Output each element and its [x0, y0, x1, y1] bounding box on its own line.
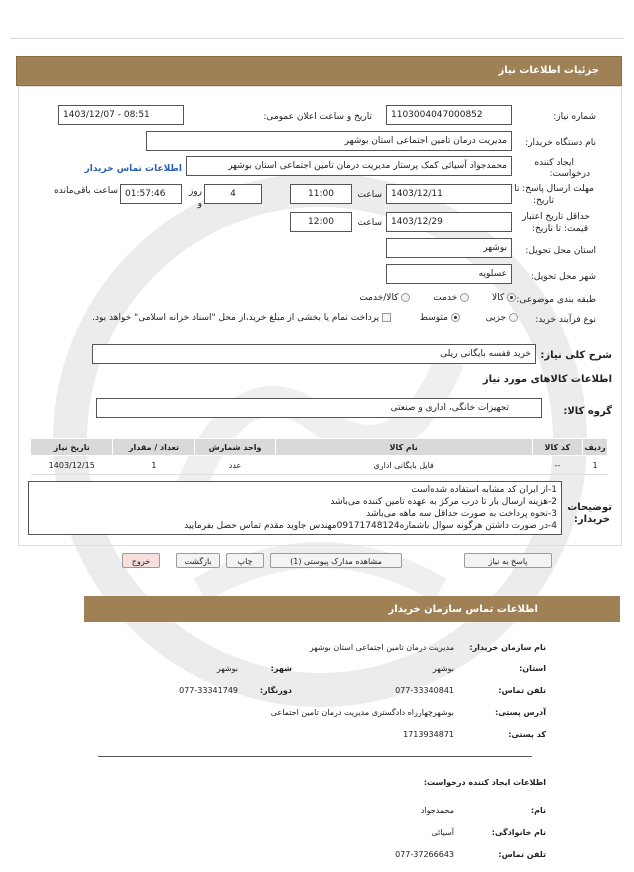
- buyer-org-label: نام دستگاه خریدار:: [525, 138, 596, 148]
- table-header: ردیف: [583, 439, 608, 456]
- creator-name-label: نام:: [530, 806, 546, 815]
- remaining-time-field: 01:57:46: [120, 184, 182, 204]
- details-title: جزئیات اطلاعات نیاز: [498, 65, 599, 76]
- purchase-type-label: نوع فرآیند خرید:: [535, 315, 596, 325]
- creator-label-1: ایجاد کننده: [534, 158, 574, 168]
- treasury-checkbox[interactable]: [382, 313, 391, 322]
- category-option-both: کالا/خدمت: [359, 293, 399, 303]
- goods-info-title: اطلاعات کالاهای مورد نیاز: [482, 374, 612, 385]
- city-field: عسلویه: [386, 264, 512, 284]
- contact-postal-label: کد پستی:: [508, 730, 546, 739]
- details-header: [16, 56, 622, 86]
- notes-label-1: توضیحات: [567, 502, 612, 513]
- price-time-field: 12:00: [290, 212, 352, 232]
- announce-label: تاریخ و ساعت اعلان عمومی:: [263, 112, 372, 122]
- creator-label-2: درخواست:: [549, 169, 590, 179]
- announce-field: 1403/12/07 - 08:51: [58, 105, 184, 125]
- category-option-service: خدمت: [433, 293, 458, 303]
- contact-city-value: بوشهر: [216, 664, 238, 673]
- creator-phone-value: 077-37266643: [395, 850, 454, 859]
- price-validity-label-1: حداقل تاریخ اعتبار: [522, 212, 590, 222]
- price-time-label: ساعت: [357, 218, 382, 228]
- notes-field: [28, 481, 562, 535]
- need-number-label: شماره نیاز:: [553, 112, 596, 122]
- summary-label: شرح کلی نیاز:: [540, 350, 612, 361]
- contact-address-value: بوشهرچهارراه دادگستری مدیریت درمان تامین اجتماعی: [270, 708, 454, 717]
- category-radio-goods[interactable]: [507, 293, 516, 302]
- contact-phone-label: تلفن تماس:: [498, 686, 546, 695]
- contact-fax-label: دورنگار:: [259, 686, 292, 695]
- province-field: بوشهر: [386, 238, 512, 258]
- days-label: روز و: [188, 187, 202, 209]
- contact-org-value: مدیریت درمان تامین اجتماعی استان بوشهر: [309, 643, 454, 652]
- category-radio-service[interactable]: [460, 293, 469, 302]
- note-line: 3-نحوه پرداخت به صورت حداقل سه ماهه می‌باشد: [366, 509, 557, 519]
- table-row[interactable]: [31, 456, 608, 475]
- contact-city-label: شهر:: [270, 664, 292, 673]
- category-radio-both[interactable]: [401, 293, 410, 302]
- note-line: 1-از ایران کد مشابه استفاده شده‌است: [411, 485, 557, 495]
- contact-title: اطلاعات تماس سازمان خریدار: [388, 604, 538, 615]
- reply-deadline-label-2: تاریخ:: [533, 196, 554, 206]
- contact-fax-value: 077-33341749: [179, 686, 238, 695]
- contact-divider: [98, 756, 532, 757]
- purchase-options: [92, 313, 518, 323]
- table-header: تاریخ نیاز: [31, 439, 113, 456]
- creator-family-value: آسیائی: [431, 828, 454, 837]
- items-table: [30, 438, 608, 475]
- city-label: شهر محل تحویل:: [530, 272, 596, 282]
- print-button[interactable]: چاپ: [226, 553, 264, 568]
- table-header: کد کالا: [532, 439, 582, 456]
- reply-time-field: 11:00: [290, 184, 352, 204]
- group-field: تجهیزات خانگی، اداری و صنعتی: [96, 398, 542, 418]
- creator-field: محمدجواد آسیائی کمک پرستار مدیریت درمان تامین اجتماعی استان بوشهر: [186, 156, 512, 176]
- back-button[interactable]: بازگشت: [176, 553, 220, 568]
- reply-date-field: 1403/12/11: [386, 184, 512, 204]
- category-options: [359, 293, 516, 303]
- contact-postal-value: 1713934871: [403, 730, 454, 739]
- table-cell: 1: [583, 456, 608, 475]
- price-date-field: 1403/12/29: [386, 212, 512, 232]
- table-cell: عدد: [195, 456, 275, 475]
- category-label: طبقه بندی موضوعی:: [516, 295, 596, 305]
- category-option-goods: کالا: [491, 293, 505, 303]
- days-field: 4: [204, 184, 262, 204]
- table-header: نام کالا: [275, 439, 532, 456]
- note-line: 2-هزینه ارسال بار تا درب مرکز به عهده تامین کننده می‌باشد: [330, 497, 557, 507]
- contact-phone-value: 077-33340841: [395, 686, 454, 695]
- purchase-option-medium: متوسط: [419, 313, 448, 323]
- purchase-radio-minor[interactable]: [509, 313, 518, 322]
- need-number-field: 1103004047000852: [386, 105, 512, 125]
- table-cell: 1403/12/15: [31, 456, 113, 475]
- table-header-row: [31, 439, 608, 456]
- contact-header: [84, 596, 620, 622]
- reply-time-label: ساعت: [357, 190, 382, 200]
- table-cell: 1: [113, 456, 195, 475]
- creator-name-value: محمدجواد: [420, 806, 454, 815]
- table-header: واحد شمارش: [195, 439, 275, 456]
- contact-province-value: بوشهر: [432, 664, 454, 673]
- contact-address-label: آدرس پستی:: [495, 708, 546, 717]
- table-header: تعداد / مقدار: [113, 439, 195, 456]
- creator-info-title: اطلاعات ایجاد کننده درخواست:: [423, 778, 546, 787]
- purchase-radio-medium[interactable]: [451, 313, 460, 322]
- top-divider: [10, 38, 624, 39]
- notes-label-2: خریدار:: [573, 514, 610, 525]
- remaining-time-label: ساعت باقی‌مانده: [54, 186, 118, 196]
- reply-deadline-label-1: مهلت ارسال پاسخ: تا: [514, 184, 594, 194]
- creator-family-label: نام خانوادگی:: [491, 828, 546, 837]
- contact-province-label: استان:: [519, 664, 546, 673]
- table-cell: فایل بایگانی اداری: [275, 456, 532, 475]
- buyer-org-field: مدیریت درمان تامین اجتماعی استان بوشهر: [146, 131, 512, 151]
- exit-button[interactable]: خروج: [122, 553, 160, 568]
- note-line: 4-در صورت داشتن هرگونه سوال باشماره09171748124مهندس جاوید مقدم تماس حصل بفرمایید: [184, 521, 557, 531]
- contact-org-label: نام سازمان خریدار:: [469, 643, 546, 652]
- creator-phone-label: تلفن تماس:: [498, 850, 546, 859]
- purchase-option-minor: جزیی: [485, 313, 507, 323]
- treasury-note: پرداخت تمام یا بخشی از مبلغ خرید،از محل "اسناد خزانه اسلامی" خواهد بود.: [92, 313, 380, 323]
- attachments-button[interactable]: مشاهده مدارک پیوستی (1): [270, 553, 402, 568]
- price-validity-label-2: قیمت: تا تاریخ:: [532, 224, 588, 234]
- buyer-contact-link[interactable]: اطلاعات تماس خریدار: [84, 164, 182, 174]
- table-cell: --: [532, 456, 582, 475]
- province-label: استان محل تحویل:: [525, 246, 596, 256]
- summary-field: خرید قفسه بایگانی ریلی: [92, 344, 536, 364]
- group-label: گروه کالا:: [563, 406, 612, 417]
- reply-button[interactable]: پاسخ به نیاز: [464, 553, 552, 568]
